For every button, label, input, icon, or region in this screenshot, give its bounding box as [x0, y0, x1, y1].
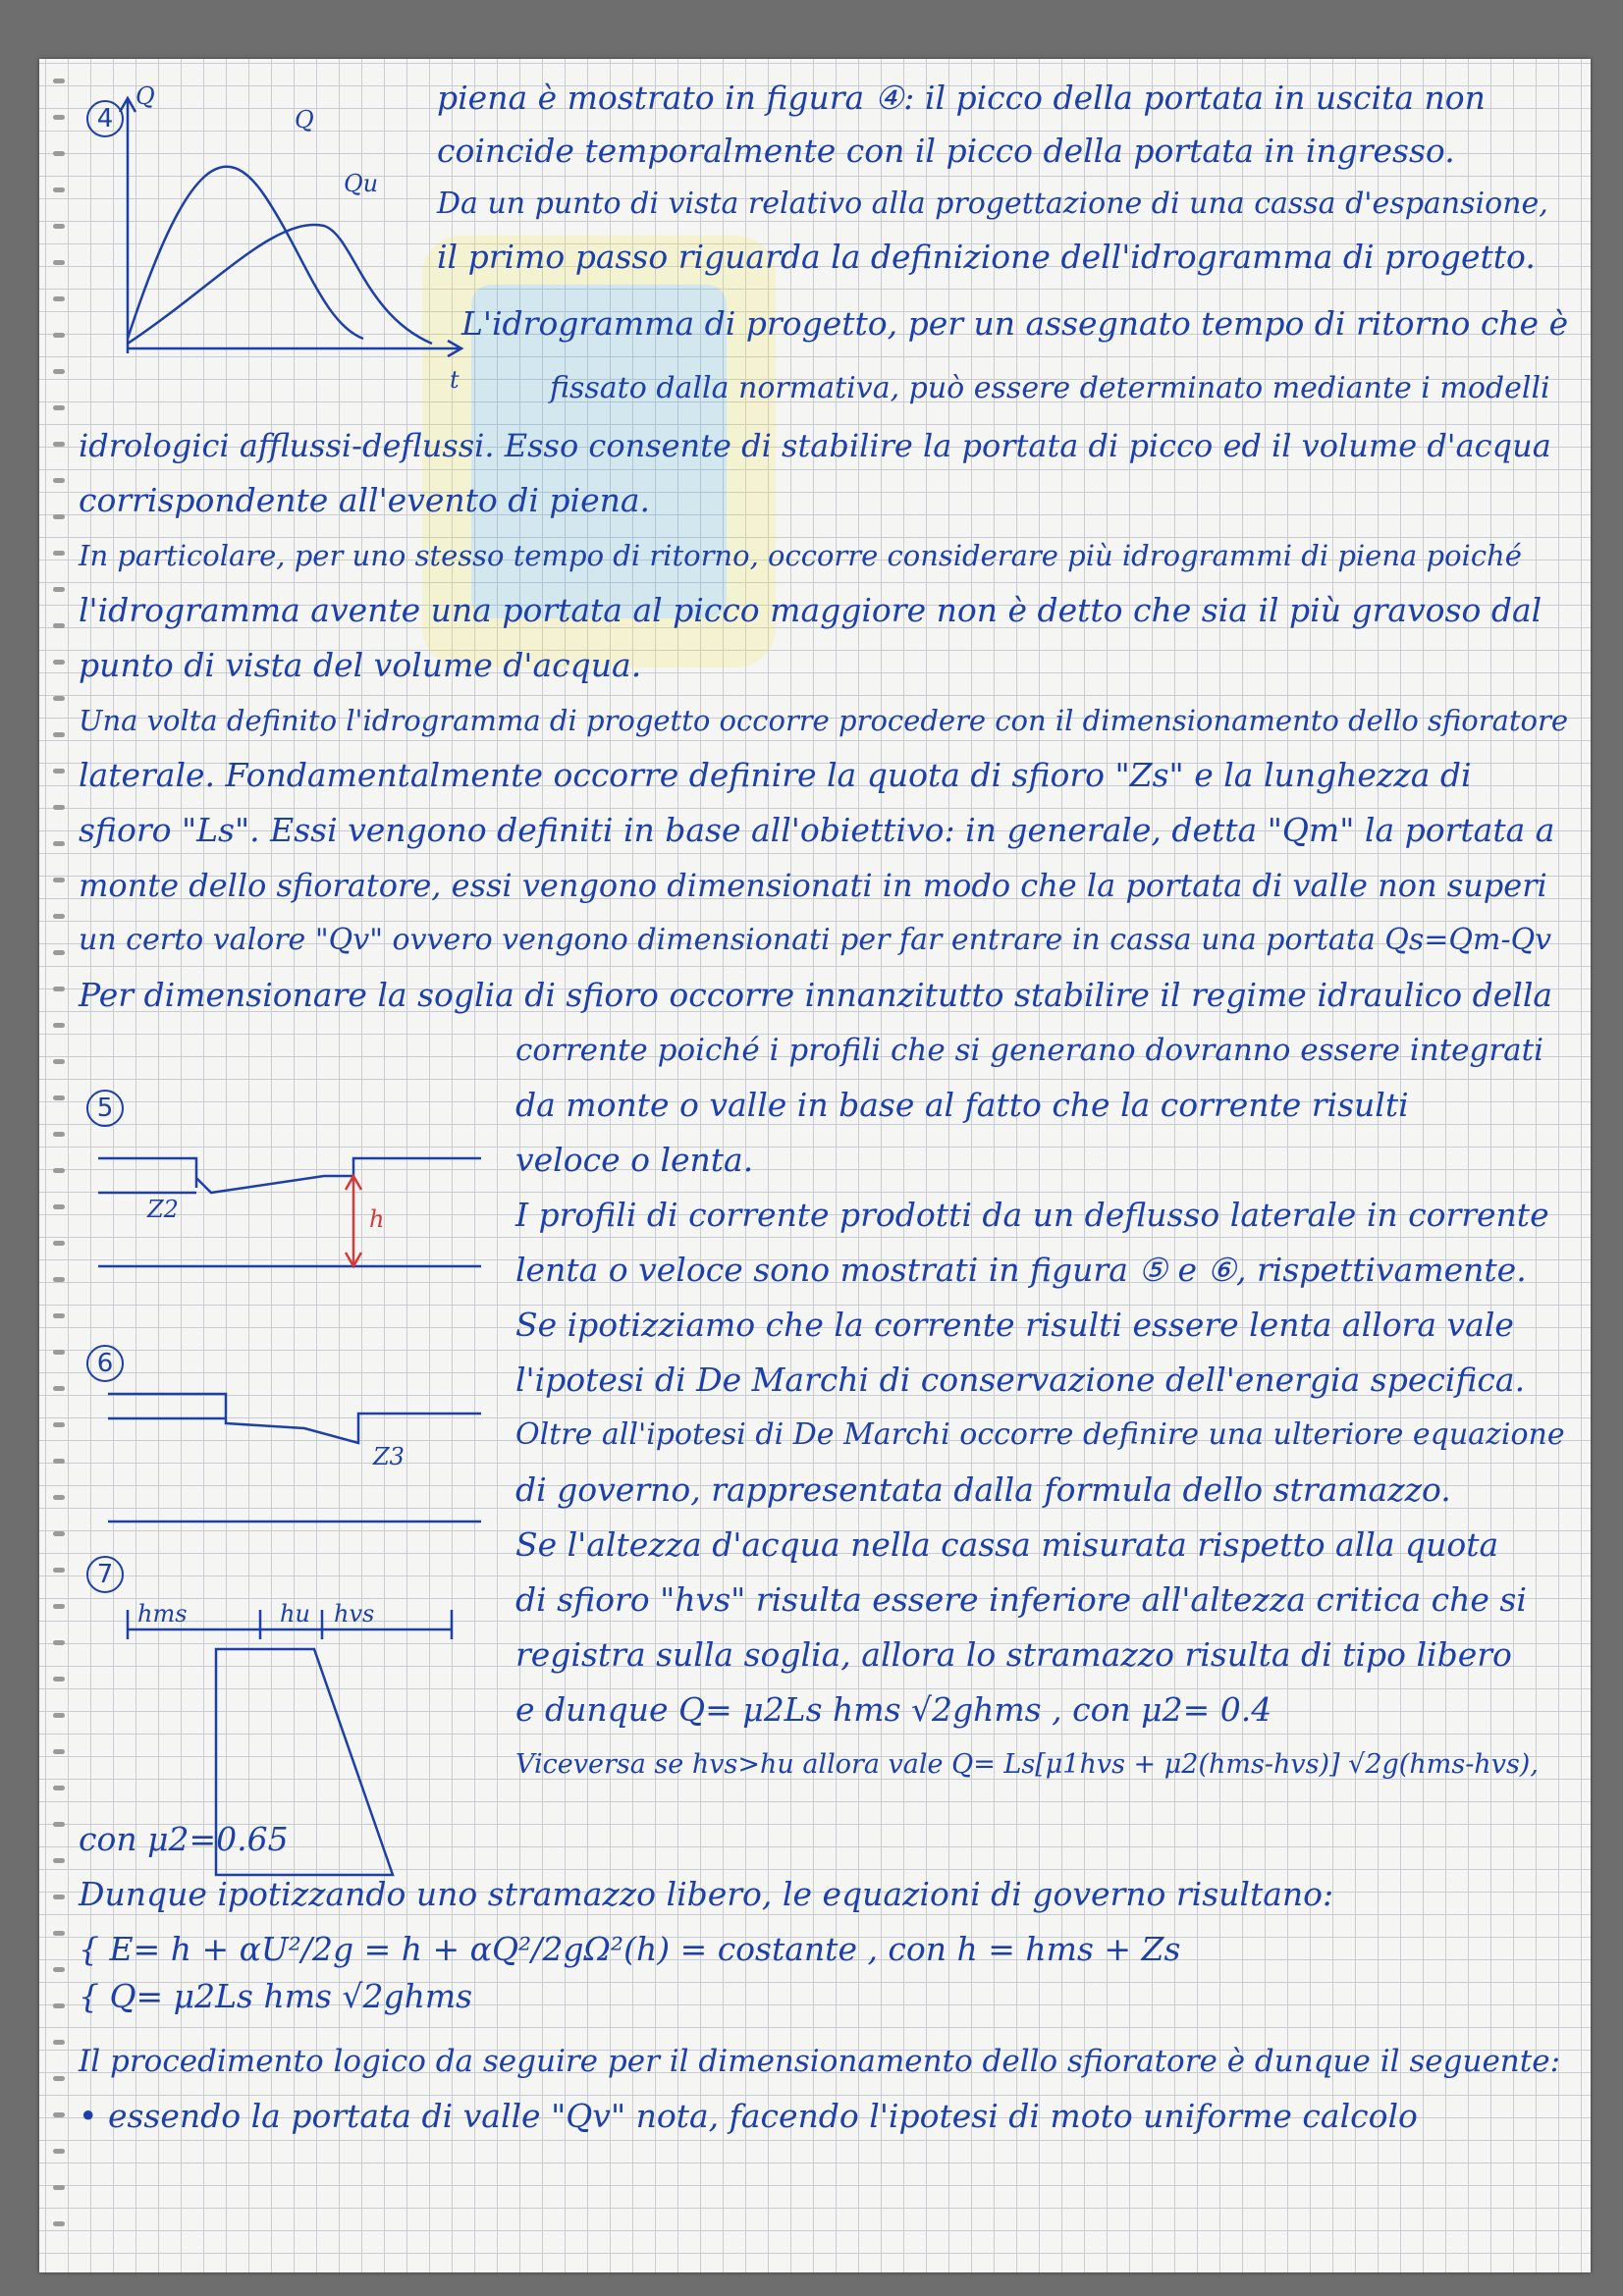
text-line: il primo passo riguarda la definizione dell'idrogramma di progetto. — [437, 238, 1536, 276]
margin-hole — [53, 1350, 65, 1355]
text-line: { E= h + αU²/2g = h + αQ²/2gΩ²(h) = costante , con h = hms + Zs — [79, 1930, 1181, 1968]
text-line: registra sulla soglia, allora lo stramazzo risulta di tipo libero — [515, 1635, 1512, 1674]
margin-hole — [53, 696, 65, 701]
margin-hole — [53, 1241, 65, 1246]
text-line: Una volta definito l'idrogramma di progetto occorre procedere con il dimensionamento dello sfioratore — [79, 704, 1569, 737]
margin-hole — [53, 1858, 65, 1863]
margin-hole — [53, 950, 65, 955]
text-line: lenta o veloce sono mostrati in figura ⑤ e ⑥, rispettivamente. — [515, 1251, 1527, 1289]
margin-hole — [53, 1277, 65, 1282]
margin-holes — [39, 59, 79, 2272]
text-line: • essendo la portata di valle "Qv" nota, facendo l'ipotesi di moto uniforme calcolo — [79, 2097, 1418, 2135]
margin-hole — [53, 514, 65, 519]
margin-hole — [53, 2185, 65, 2190]
figure-4-curve-in-label: Q — [295, 106, 314, 133]
margin-hole — [53, 1132, 65, 1137]
text-line: veloce o lenta. — [515, 1141, 754, 1179]
margin-hole — [53, 1168, 65, 1173]
text-line: Viceversa se hvs>hu allora vale Q= Ls[μ1hvs + μ2(hms-hvs)] √2g(hms-hvs), — [515, 1749, 1539, 1780]
figure-4-x-label: t — [450, 366, 460, 394]
text-line: fissato dalla normativa, può essere determinato mediante i modelli — [550, 371, 1550, 405]
text-line: monte dello sfioratore, essi vengono dimensionati in modo che la portata di valle non superi — [79, 867, 1547, 904]
margin-hole — [53, 2221, 65, 2226]
figure-7-hms-label: hms — [137, 1600, 188, 1628]
margin-hole — [53, 442, 65, 447]
figure-4-curve-out-label: Qu — [344, 170, 379, 197]
text-line: { Q= μ2Ls hms √2ghms — [79, 1977, 473, 2015]
text-line: con μ2=0.65 — [79, 1820, 289, 1858]
text-line: l'idrogramma avente una portata al picco maggiore non è detto che sia il più gravoso dal — [79, 591, 1542, 629]
margin-hole — [53, 1967, 65, 1972]
margin-hole — [53, 296, 65, 301]
notebook-page — [39, 59, 1591, 2272]
text-line: sfioro "Ls". Essi vengono definiti in base all'obiettivo: in generale, detta "Qm" la portata a — [79, 811, 1555, 849]
text-line: Se ipotizziamo che la corrente risulti essere lenta allora vale — [515, 1306, 1514, 1344]
margin-hole — [53, 1531, 65, 1536]
text-line: Il procedimento logico da seguire per il dimensionamento dello sfioratore è dunque il seguente: — [79, 2044, 1561, 2079]
margin-hole — [53, 1422, 65, 1427]
figure-5-number: 5 — [86, 1090, 124, 1127]
margin-hole — [53, 2003, 65, 2008]
margin-hole — [53, 405, 65, 410]
text-line: corrispondente all'evento di piena. — [79, 481, 651, 519]
figure-6-z-label: Z3 — [373, 1443, 405, 1470]
figure-5-h-label: h — [369, 1205, 385, 1233]
margin-hole — [53, 2112, 65, 2117]
margin-hole — [53, 1095, 65, 1100]
margin-hole — [53, 878, 65, 882]
text-line: laterale. Fondamentalmente occorre definire la quota di sfioro "Zs" e la lunghezza di — [79, 756, 1472, 794]
margin-hole — [53, 1604, 65, 1609]
margin-hole — [53, 1786, 65, 1790]
margin-hole — [53, 623, 65, 628]
margin-hole — [53, 1640, 65, 1645]
margin-hole — [53, 115, 65, 120]
text-line: e dunque Q= μ2Ls hms √2ghms , con μ2= 0.4 — [515, 1690, 1272, 1729]
margin-hole — [53, 1713, 65, 1718]
margin-hole — [53, 224, 65, 229]
figure-6-profile — [98, 1374, 491, 1541]
margin-hole — [53, 1059, 65, 1064]
margin-hole — [53, 1895, 65, 1899]
margin-hole — [53, 1822, 65, 1827]
figure-7-hu-label: hu — [280, 1600, 310, 1628]
text-line: coincide temporalmente con il picco della portata in ingresso. — [437, 132, 1455, 170]
text-line: di governo, rappresentata dalla formula dello stramazzo. — [515, 1470, 1451, 1509]
margin-hole — [53, 587, 65, 592]
margin-hole — [53, 1023, 65, 1028]
margin-hole — [53, 1386, 65, 1391]
text-line: da monte o valle in base al fatto che la corrente risulti — [515, 1086, 1409, 1124]
margin-hole — [53, 551, 65, 556]
margin-hole — [53, 478, 65, 483]
margin-hole — [53, 1459, 65, 1464]
figure-5-profile — [88, 1119, 511, 1306]
margin-hole — [53, 841, 65, 846]
margin-hole — [53, 151, 65, 156]
text-line: L'idrogramma di progetto, per un assegnato tempo di ritorno che è — [461, 304, 1569, 343]
text-line: idrologici afflussi-deflussi. Esso consente di stabilire la portata di picco ed il volume d'acqua — [79, 427, 1551, 464]
margin-hole — [53, 187, 65, 192]
text-line: un certo valore "Qv" ovvero vengono dimensionati per far entrare in cassa una portata Qs=Qm-Qv — [79, 923, 1552, 957]
margin-hole — [53, 1931, 65, 1936]
margin-hole — [53, 2076, 65, 2081]
margin-hole — [53, 260, 65, 265]
margin-hole — [53, 769, 65, 774]
figure-5-z-label: Z2 — [147, 1196, 179, 1223]
margin-hole — [53, 660, 65, 665]
margin-hole — [53, 1313, 65, 1318]
margin-hole — [53, 2040, 65, 2045]
text-line: Per dimensionare la soglia di sfioro occorre innanzitutto stabilire il regime idraulico della — [79, 976, 1553, 1014]
figure-7-hvs-label: hvs — [334, 1600, 375, 1628]
margin-hole — [53, 732, 65, 737]
margin-hole — [53, 805, 65, 810]
text-line: di sfioro "hvs" risulta essere inferiore all'altezza critica che si — [515, 1580, 1527, 1619]
margin-hole — [53, 1749, 65, 1754]
margin-hole — [53, 1677, 65, 1682]
text-line: punto di vista del volume d'acqua. — [79, 646, 642, 684]
figure-7-number: 7 — [86, 1556, 124, 1593]
margin-hole — [53, 1495, 65, 1500]
margin-hole — [53, 369, 65, 374]
figure-4-hydrograph — [98, 79, 471, 394]
text-line: Se l'altezza d'acqua nella cassa misurata rispetto alla quota — [515, 1525, 1499, 1564]
text-line: I profili di corrente prodotti da un deflusso laterale in corrente — [515, 1196, 1549, 1234]
figure-6-number: 6 — [86, 1345, 124, 1382]
figure-4-number: 4 — [86, 100, 124, 137]
margin-hole — [53, 1568, 65, 1573]
text-line: Da un punto di vista relativo alla progettazione di una cassa d'espansione, — [437, 187, 1548, 221]
figure-4-y-label: Q — [135, 82, 155, 110]
margin-hole — [53, 987, 65, 991]
text-line: Dunque ipotizzando uno stramazzo libero, le equazioni di governo risultano: — [79, 1875, 1334, 1913]
margin-hole — [53, 333, 65, 338]
text-line: corrente poiché i profili che si generano dovranno essere integrati — [515, 1033, 1544, 1068]
text-line: l'ipotesi di De Marchi di conservazione dell'energia specifica. — [515, 1361, 1526, 1399]
margin-hole — [53, 1204, 65, 1209]
text-line: Oltre all'ipotesi di De Marchi occorre definire una ulteriore equazione — [515, 1417, 1565, 1452]
margin-hole — [53, 79, 65, 83]
margin-hole — [53, 914, 65, 919]
text-line: piena è mostrato in figura ④: il picco della portata in uscita non — [437, 79, 1486, 117]
text-line: In particolare, per uno stesso tempo di ritorno, occorre considerare più idrogrammi di piena poiché — [79, 539, 1522, 572]
margin-hole — [53, 2149, 65, 2154]
